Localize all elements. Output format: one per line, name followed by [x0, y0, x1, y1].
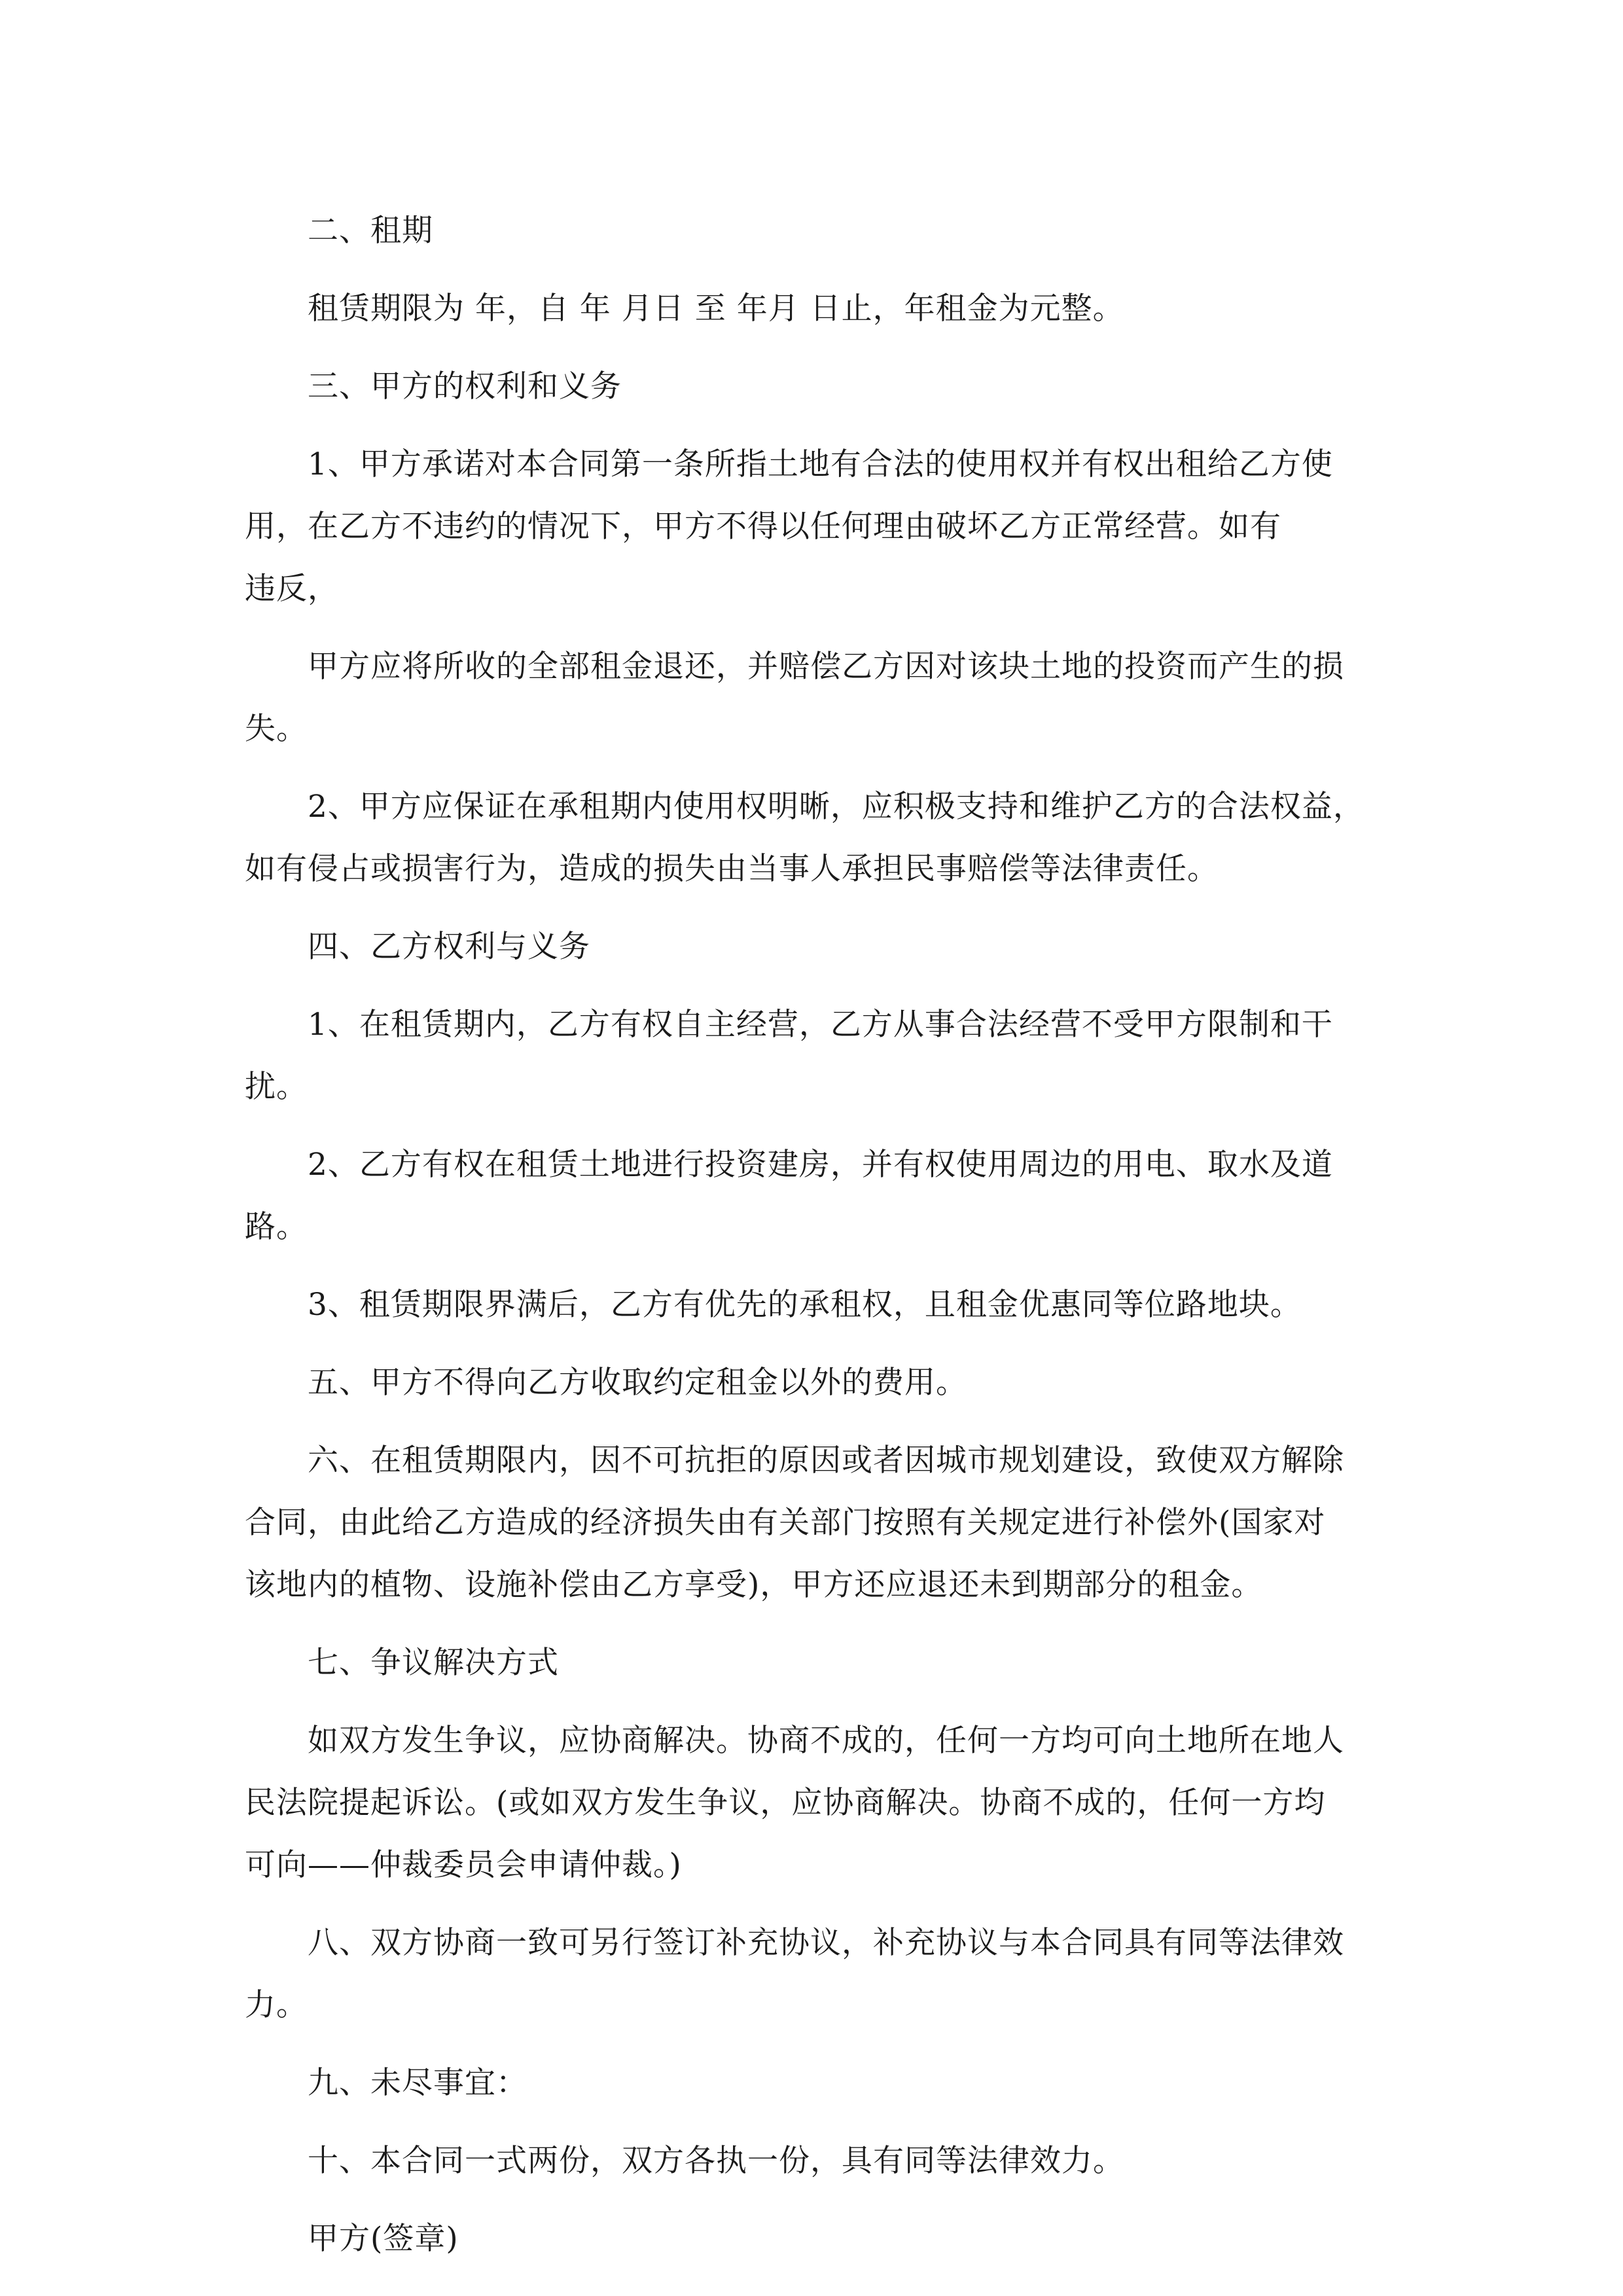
paragraph-line: 2、甲方应保证在承租期内使用权明晰，应积极支持和维护乙方的合法权益， [308, 789, 1364, 825]
paragraph-line: 合同，由此给乙方造成的经济损失由有关部门按照有关规定进行补偿外(国家对 [245, 1505, 1326, 1541]
paragraph-line: 1、在租赁期内，乙方有权自主经营，乙方从事合法经营不受甲方限制和干 [308, 1007, 1333, 1043]
lease-term-text: 租赁期限为 年，自 年 月日 至 年月 日止，年租金为元整。 [308, 291, 1124, 327]
paragraph-line: 如有侵占或损害行为，造成的损失由当事人承担民事赔偿等法律责任。 [245, 851, 1219, 887]
paragraph-line: 扰。 [245, 1069, 308, 1105]
section-heading-unfinished-matters: 九、未尽事宜： [308, 2065, 527, 2101]
paragraph-line: 八、双方协商一致可另行签订补充协议，补充协议与本合同具有同等法律效 [308, 1925, 1344, 1961]
contract-body [245, 211, 1386, 2259]
paragraph-line: 可向——仲裁委员会申请仲裁。) [245, 1847, 682, 1883]
paragraph-line: 用，在乙方不违约的情况下，甲方不得以任何理由破坏乙方正常经营。如有 [245, 509, 1281, 545]
section-heading-party-a-rights: 三、甲方的权利和义务 [308, 368, 622, 404]
section-heading-lease-term: 二、租期 [308, 213, 433, 249]
paragraph-line: 3、租赁期限界满后，乙方有优先的承租权，且租金优惠同等位路地块。 [308, 1287, 1302, 1323]
paragraph-line: 民法院提起诉讼。(或如双方发生争议，应协商解决。协商不成的，任何一方均 [245, 1785, 1326, 1821]
section-heading-fees: 五、甲方不得向乙方收取约定租金以外的费用。 [308, 1365, 967, 1401]
paragraph-line: 如双方发生争议，应协商解决。协商不成的，任何一方均可向土地所在地人 [308, 1723, 1344, 1759]
paragraph-line: 2、乙方有权在租赁土地进行投资建房，并有权使用周边的用电、取水及道 [308, 1147, 1333, 1183]
section-heading-party-b-rights: 四、乙方权利与义务 [308, 929, 590, 965]
paragraph-line: 1、甲方承诺对本合同第一条所指土地有合法的使用权并有权出租给乙方使 [308, 446, 1333, 482]
paragraph-line: 违反， [245, 571, 339, 607]
section-heading-copies: 十、本合同一式两份，双方各执一份，具有同等法律效力。 [308, 2143, 1124, 2179]
party-a-signature-label: 甲方(签章) [308, 2221, 459, 2257]
paragraph-line: 力。 [245, 1987, 308, 2023]
section-heading-dispute-resolution: 七、争议解决方式 [308, 1645, 559, 1681]
paragraph-line: 甲方应将所收的全部租金退还，并赔偿乙方因对该块土地的投资而产生的损 [308, 649, 1344, 685]
paragraph-line: 失。 [245, 711, 308, 747]
paragraph-line: 六、在租赁期限内，因不可抗拒的原因或者因城市规划建设，致使双方解除 [308, 1443, 1344, 1479]
paragraph-line: 该地内的植物、设施补偿由乙方享受)，甲方还应退还未到期部分的租金。 [245, 1567, 1263, 1603]
paragraph-line: 路。 [245, 1209, 308, 1245]
